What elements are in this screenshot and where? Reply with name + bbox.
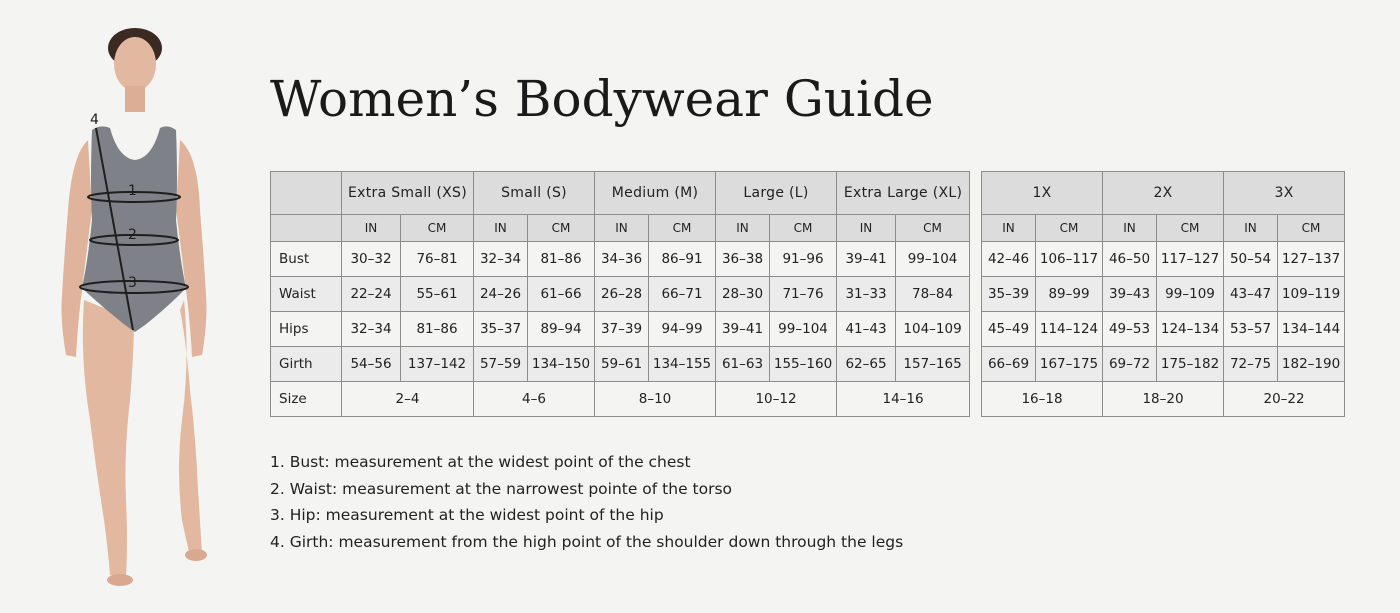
table-cell: 32–34 <box>342 312 401 347</box>
table-row-size <box>982 382 1345 417</box>
model-figure-illustration <box>30 20 250 600</box>
marker-3: 3 <box>128 275 137 291</box>
size-value: 16–18 <box>982 382 1103 417</box>
unit-in: IN <box>982 215 1036 242</box>
table-row-hips <box>271 312 970 347</box>
unit-in: IN <box>1224 215 1278 242</box>
unit-in: IN <box>342 215 401 242</box>
table-cell: 109–119 <box>1278 277 1345 312</box>
size-chart-table-plus <box>981 171 1345 417</box>
table-cell: 127–137 <box>1278 242 1345 277</box>
table-cell: 71–76 <box>770 277 837 312</box>
unit-in: IN <box>716 215 770 242</box>
table-cell: 81–86 <box>528 242 595 277</box>
corner-cell <box>271 215 342 242</box>
table-row-bust <box>982 242 1345 277</box>
table-cell: 43–47 <box>1224 277 1278 312</box>
table-cell: 36–38 <box>716 242 770 277</box>
table-cell: 62–65 <box>837 347 896 382</box>
table-cell: 30–32 <box>342 242 401 277</box>
right-arm-shape <box>176 140 207 357</box>
table-cell: 99–104 <box>770 312 837 347</box>
size-header: Small (S) <box>474 172 595 215</box>
size-value: 10–12 <box>716 382 837 417</box>
row-label: Waist <box>271 277 342 312</box>
table-cell: 104–109 <box>896 312 970 347</box>
unit-cm: CM <box>649 215 716 242</box>
marker-2: 2 <box>128 227 137 243</box>
size-header: 3X <box>1224 172 1345 215</box>
row-label: Girth <box>271 347 342 382</box>
table-cell: 39–41 <box>837 242 896 277</box>
table-cell: 76–81 <box>401 242 474 277</box>
note-bust: 1. Bust: measurement at the widest point of the chest <box>270 453 691 471</box>
unit-cm: CM <box>770 215 837 242</box>
table-cell: 117–127 <box>1157 242 1224 277</box>
table-cell: 66–71 <box>649 277 716 312</box>
table-cell: 37–39 <box>595 312 649 347</box>
table-cell: 114–124 <box>1036 312 1103 347</box>
table-cell: 57–59 <box>474 347 528 382</box>
unit-cm: CM <box>401 215 474 242</box>
table-cell: 175–182 <box>1157 347 1224 382</box>
marker-1: 1 <box>128 183 137 199</box>
table-row-girth <box>271 347 970 382</box>
table-cell: 81–86 <box>401 312 474 347</box>
table-cell: 53–57 <box>1224 312 1278 347</box>
table-cell: 69–72 <box>1103 347 1157 382</box>
table-cell: 134–144 <box>1278 312 1345 347</box>
corner-cell <box>271 172 342 215</box>
table-cell: 28–30 <box>716 277 770 312</box>
row-label: Hips <box>271 312 342 347</box>
size-value: 20–22 <box>1224 382 1345 417</box>
table-cell: 157–165 <box>896 347 970 382</box>
table-cell: 24–26 <box>474 277 528 312</box>
table-cell: 91–96 <box>770 242 837 277</box>
table-cell: 55–61 <box>401 277 474 312</box>
table-cell: 89–99 <box>1036 277 1103 312</box>
table-cell: 182–190 <box>1278 347 1345 382</box>
head-shape <box>114 37 156 91</box>
table-cell: 50–54 <box>1224 242 1278 277</box>
size-value: 8–10 <box>595 382 716 417</box>
table-cell: 86–91 <box>649 242 716 277</box>
table-row-hips <box>982 312 1345 347</box>
table-row-waist <box>982 277 1345 312</box>
table-cell: 31–33 <box>837 277 896 312</box>
size-value: 2–4 <box>342 382 474 417</box>
table-cell: 137–142 <box>401 347 474 382</box>
table-cell: 35–39 <box>982 277 1036 312</box>
row-label: Size <box>271 382 342 417</box>
table-cell: 124–134 <box>1157 312 1224 347</box>
note-girth: 4. Girth: measurement from the high point of the shoulder down through the legs <box>270 532 904 551</box>
table-cell: 34–36 <box>595 242 649 277</box>
size-header: 2X <box>1103 172 1224 215</box>
table-row-bust <box>271 242 970 277</box>
table-cell: 46–50 <box>1103 242 1157 277</box>
measurement-notes <box>270 449 903 555</box>
note-waist: 2. Waist: measurement at the narrowest pointe of the torso <box>270 479 733 498</box>
unit-cm: CM <box>896 215 970 242</box>
unit-in: IN <box>837 215 896 242</box>
size-header: Large (L) <box>716 172 837 215</box>
table-cell: 32–34 <box>474 242 528 277</box>
left-leg-shape <box>83 300 134 578</box>
note-hip: 3. Hip: measurement at the widest point of the hip <box>270 506 664 524</box>
table-cell: 66–69 <box>982 347 1036 382</box>
size-header: 1X <box>982 172 1103 215</box>
unit-cm: CM <box>1278 215 1345 242</box>
table-cell: 26–28 <box>595 277 649 312</box>
table-cell: 22–24 <box>342 277 401 312</box>
table-cell: 94–99 <box>649 312 716 347</box>
neck-shape <box>125 86 145 112</box>
table-row-size <box>271 382 970 417</box>
size-header: Extra Small (XS) <box>342 172 474 215</box>
unit-in: IN <box>1103 215 1157 242</box>
unit-cm: CM <box>528 215 595 242</box>
table-cell: 89–94 <box>528 312 595 347</box>
table-cell: 134–155 <box>649 347 716 382</box>
table-cell: 61–63 <box>716 347 770 382</box>
table-cell: 39–41 <box>716 312 770 347</box>
table-cell: 78–84 <box>896 277 970 312</box>
table-cell: 45–49 <box>982 312 1036 347</box>
table-cell: 39–43 <box>1103 277 1157 312</box>
table-row-girth <box>982 347 1345 382</box>
table-row-waist <box>271 277 970 312</box>
unit-in: IN <box>595 215 649 242</box>
table-cell: 54–56 <box>342 347 401 382</box>
size-value: 18–20 <box>1103 382 1224 417</box>
table-cell: 35–37 <box>474 312 528 347</box>
table-cell: 41–43 <box>837 312 896 347</box>
size-value: 4–6 <box>474 382 595 417</box>
table-cell: 61–66 <box>528 277 595 312</box>
table-cell: 155–160 <box>770 347 837 382</box>
unit-cm: CM <box>1036 215 1103 242</box>
size-header: Extra Large (XL) <box>837 172 970 215</box>
size-chart-table-main <box>270 171 970 417</box>
size-value: 14–16 <box>837 382 970 417</box>
table-cell: 99–109 <box>1157 277 1224 312</box>
table-cell: 49–53 <box>1103 312 1157 347</box>
table-cell: 42–46 <box>982 242 1036 277</box>
page-title: Women’s Bodywear Guide <box>270 70 934 128</box>
table-cell: 106–117 <box>1036 242 1103 277</box>
unit-in: IN <box>474 215 528 242</box>
right-shoe-shape <box>185 549 207 561</box>
size-header: Medium (M) <box>595 172 716 215</box>
unit-cm: CM <box>1157 215 1224 242</box>
table-cell: 59–61 <box>595 347 649 382</box>
table-cell: 72–75 <box>1224 347 1278 382</box>
table-cell: 134–150 <box>528 347 595 382</box>
left-shoe-shape <box>107 574 133 586</box>
table-cell: 99–104 <box>896 242 970 277</box>
table-cell: 167–175 <box>1036 347 1103 382</box>
marker-4: 4 <box>90 112 99 128</box>
row-label: Bust <box>271 242 342 277</box>
